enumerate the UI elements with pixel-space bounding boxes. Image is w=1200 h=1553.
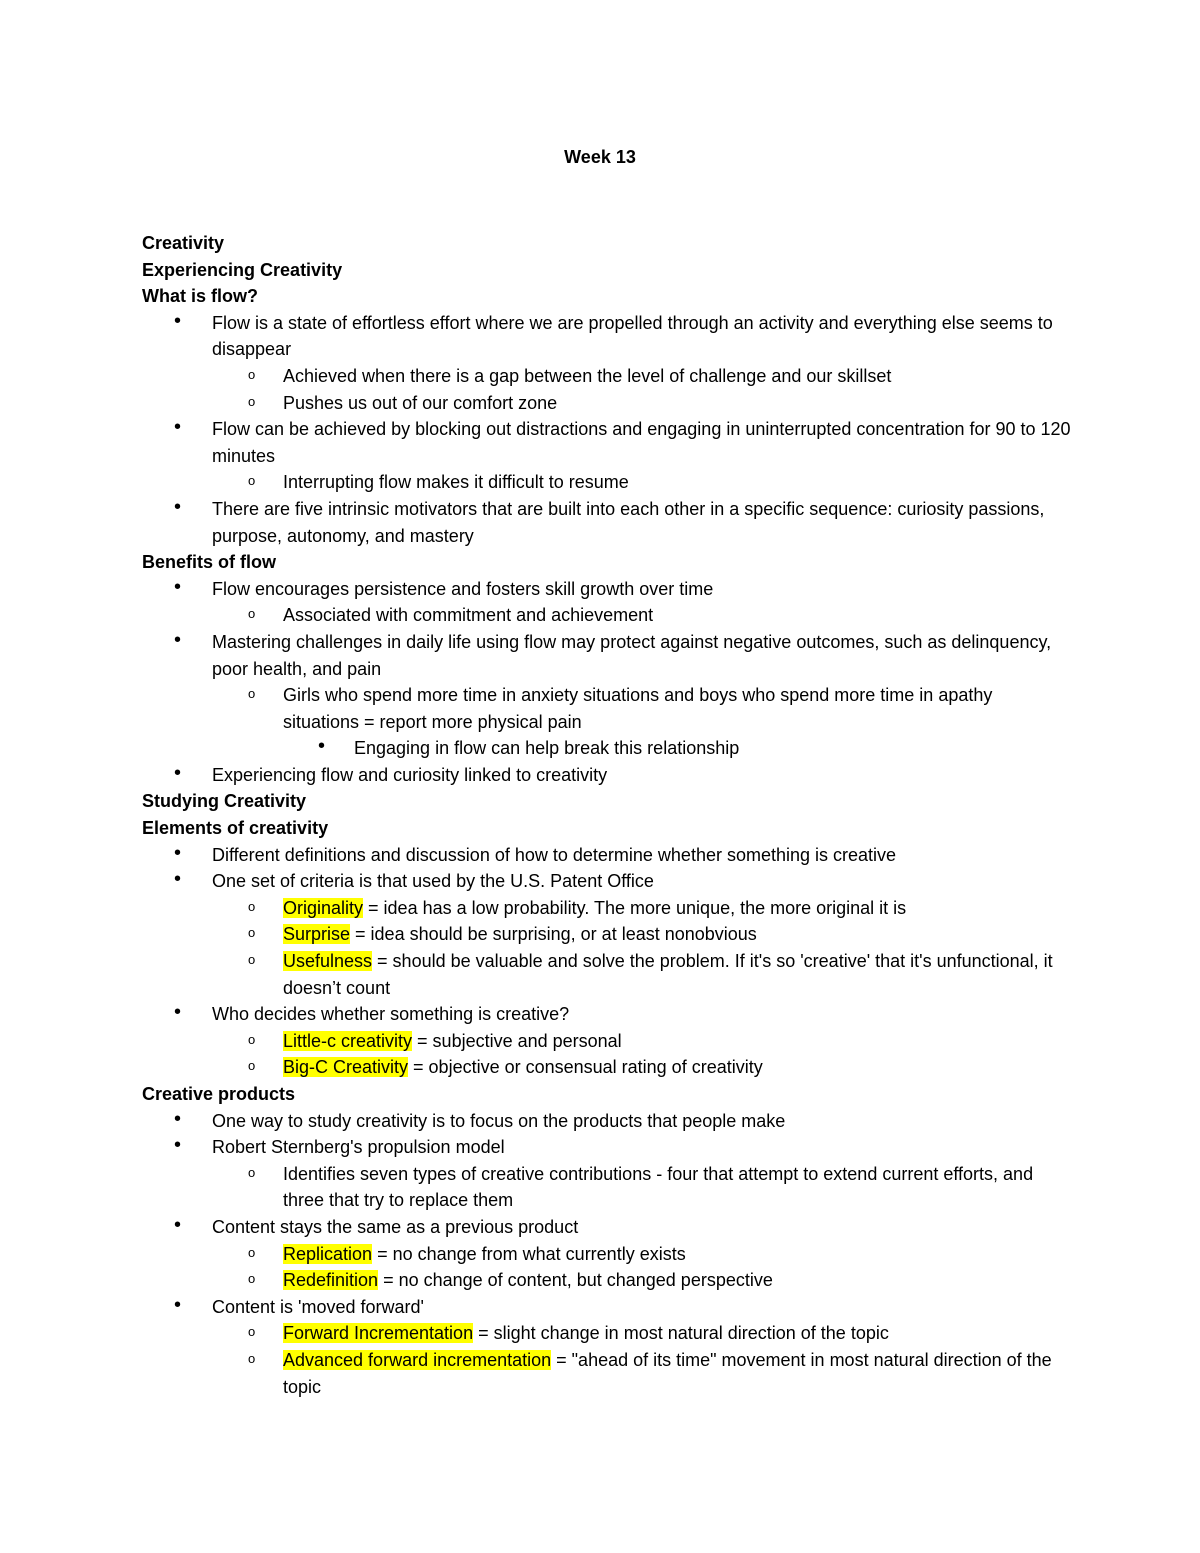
term-definition: = objective or consensual rating of creativity <box>408 1057 763 1078</box>
list-item <box>142 1347 1072 1400</box>
circle-bullet-icon: o <box>248 686 256 702</box>
highlighted-term: Redefinition <box>283 1270 379 1291</box>
circle-bullet-icon: o <box>248 366 256 382</box>
list-item-text: Flow is a state of effortless effort where we are propelled through an activity and everything else seems to disappear <box>212 312 1053 360</box>
list-item <box>142 1241 1072 1268</box>
highlighted-term: Originality <box>283 897 364 918</box>
list-item <box>142 682 1072 735</box>
list-item-text: Interrupting flow makes it difficult to resume <box>283 472 629 493</box>
bullet-icon: • <box>174 868 182 891</box>
circle-bullet-icon: o <box>248 1350 256 1366</box>
term-definition: = "ahead of its time" movement in most natural direction of the topic <box>283 1349 1052 1397</box>
list-item <box>142 363 1072 390</box>
circle-bullet-icon: o <box>248 1244 256 1260</box>
circle-bullet-icon: o <box>248 1164 256 1180</box>
list-item <box>142 469 1072 496</box>
term-definition: = slight change in most natural direction of the topic <box>473 1323 889 1344</box>
circle-bullet-icon: o <box>248 606 256 622</box>
circle-bullet-icon: o <box>248 952 256 968</box>
term-definition: = should be valuable and solve the problem. If it's so 'creative' that it's unfunctional, it doesn’t count <box>283 951 1053 998</box>
list-item <box>142 895 1072 922</box>
bullet-icon: • <box>174 575 182 598</box>
term-definition: = no change of content, but changed perspective <box>378 1270 773 1291</box>
list-item <box>142 948 1072 1001</box>
list-item <box>142 602 1072 629</box>
circle-bullet-icon: o <box>248 1031 256 1047</box>
list-item <box>142 1028 1072 1055</box>
bullet-icon: • <box>174 1213 182 1236</box>
document-title: Week 13 <box>564 147 636 167</box>
list-item <box>142 1214 1072 1241</box>
highlighted-term: Little-c creativity <box>283 1030 413 1051</box>
list-item <box>142 1134 1072 1161</box>
document-body <box>142 230 1072 1400</box>
bullet-icon: • <box>174 1001 182 1024</box>
list-item <box>142 868 1072 895</box>
list-item <box>142 1001 1072 1028</box>
highlighted-term: Usefulness <box>283 951 373 972</box>
term-definition: = idea should be surprising, or at least nonobvious <box>350 924 757 945</box>
circle-bullet-icon: o <box>248 473 256 489</box>
list-item <box>142 390 1072 417</box>
heading-creativity: Creativity <box>142 233 225 253</box>
bullet-icon: • <box>174 1107 182 1130</box>
term-definition: = subjective and personal <box>412 1030 622 1051</box>
term-definition: = no change from what currently exists <box>372 1243 686 1264</box>
list-item-text: Associated with commitment and achievement <box>283 605 654 626</box>
list-item-text: Pushes us out of our comfort zone <box>283 392 558 413</box>
bullet-icon: • <box>174 628 182 651</box>
highlighted-term: Big-C Creativity <box>283 1057 409 1078</box>
bullet-icon: • <box>174 1293 182 1316</box>
circle-bullet-icon: o <box>248 898 256 914</box>
list-item <box>142 496 1072 549</box>
term-definition: = idea has a low probability. The more unique, the more original it is <box>363 897 907 918</box>
list-item-text: One set of criteria is that used by the U.S. Patent Office <box>212 871 654 892</box>
list-item <box>142 1054 1072 1081</box>
list-item-text: Robert Sternberg's propulsion model <box>212 1137 505 1158</box>
list-item <box>142 1161 1072 1214</box>
list-item-text: Different definitions and discussion of how to determine whether something is creative <box>212 844 897 865</box>
heading-studying-creativity: Studying Creativity <box>142 791 307 812</box>
list-item <box>142 1108 1072 1135</box>
circle-bullet-icon: o <box>248 1324 256 1340</box>
list-item-text: Achieved when there is a gap between the level of challenge and our skillset <box>283 365 892 386</box>
list-item-text: Content is 'moved forward' <box>212 1296 424 1317</box>
highlighted-term: Forward Incrementation <box>283 1323 474 1344</box>
heading-experiencing-creativity: Experiencing Creativity <box>142 259 343 280</box>
bullet-icon: • <box>174 1134 182 1157</box>
list-item <box>142 1267 1072 1294</box>
bullet-icon: • <box>174 761 182 784</box>
list-item <box>142 1320 1072 1347</box>
list-item-text: Experiencing flow and curiosity linked to creativity <box>212 764 608 785</box>
list-item <box>142 310 1072 363</box>
heading-elements-of-creativity: Elements of creativity <box>142 818 329 839</box>
list-item-text: Engaging in flow can help break this relationship <box>354 738 740 759</box>
list-item <box>142 921 1072 948</box>
list-item <box>142 576 1072 603</box>
list-item <box>142 735 1072 762</box>
heading-benefits-of-flow: Benefits of flow <box>142 552 276 573</box>
list-item <box>142 842 1072 869</box>
list-item-text: Flow can be achieved by blocking out distractions and engaging in uninterrupted concentration for 90 to 120 minutes <box>212 419 1071 466</box>
list-item-text: Content stays the same as a previous product <box>212 1216 579 1237</box>
list-item-text: Flow encourages persistence and fosters skill growth over time <box>212 578 714 599</box>
list-item-text: Girls who spend more time in anxiety situations and boys who spend more time in apathy situations = report more physical pain <box>283 685 993 732</box>
list-item <box>142 416 1072 469</box>
heading-what-is-flow: What is flow? <box>142 286 258 307</box>
circle-bullet-icon: o <box>248 1058 256 1074</box>
bullet-icon: • <box>174 309 182 332</box>
heading-creative-products: Creative products <box>142 1084 296 1104</box>
bullet-icon: • <box>318 735 326 758</box>
highlighted-term: Surprise <box>283 924 351 945</box>
list-item-text: One way to study creativity is to focus on the products that people make <box>212 1110 786 1131</box>
highlighted-term: Replication <box>283 1243 373 1264</box>
circle-bullet-icon: o <box>248 925 256 941</box>
circle-bullet-icon: o <box>248 393 256 409</box>
bullet-icon: • <box>174 841 182 864</box>
circle-bullet-icon: o <box>248 1271 256 1287</box>
bullet-icon: • <box>174 495 182 518</box>
list-item-text: Mastering challenges in daily life using flow may protect against negative outcomes, such as delinquency, poor health, and pain <box>212 631 1052 679</box>
list-item-text: Identifies seven types of creative contributions - four that attempt to extend current efforts, and three that try to replace them <box>283 1163 1034 1211</box>
list-item-text: Who decides whether something is creative? <box>212 1004 570 1025</box>
list-item-text: There are five intrinsic motivators that are built into each other in a specific sequence: curiosity passions, purpose, autonomy, and mastery <box>212 498 1045 546</box>
list-item <box>142 1294 1072 1321</box>
highlighted-term: Advanced forward incrementation <box>283 1349 552 1370</box>
bullet-icon: • <box>174 416 182 439</box>
list-item <box>142 629 1072 682</box>
list-item <box>142 762 1072 789</box>
